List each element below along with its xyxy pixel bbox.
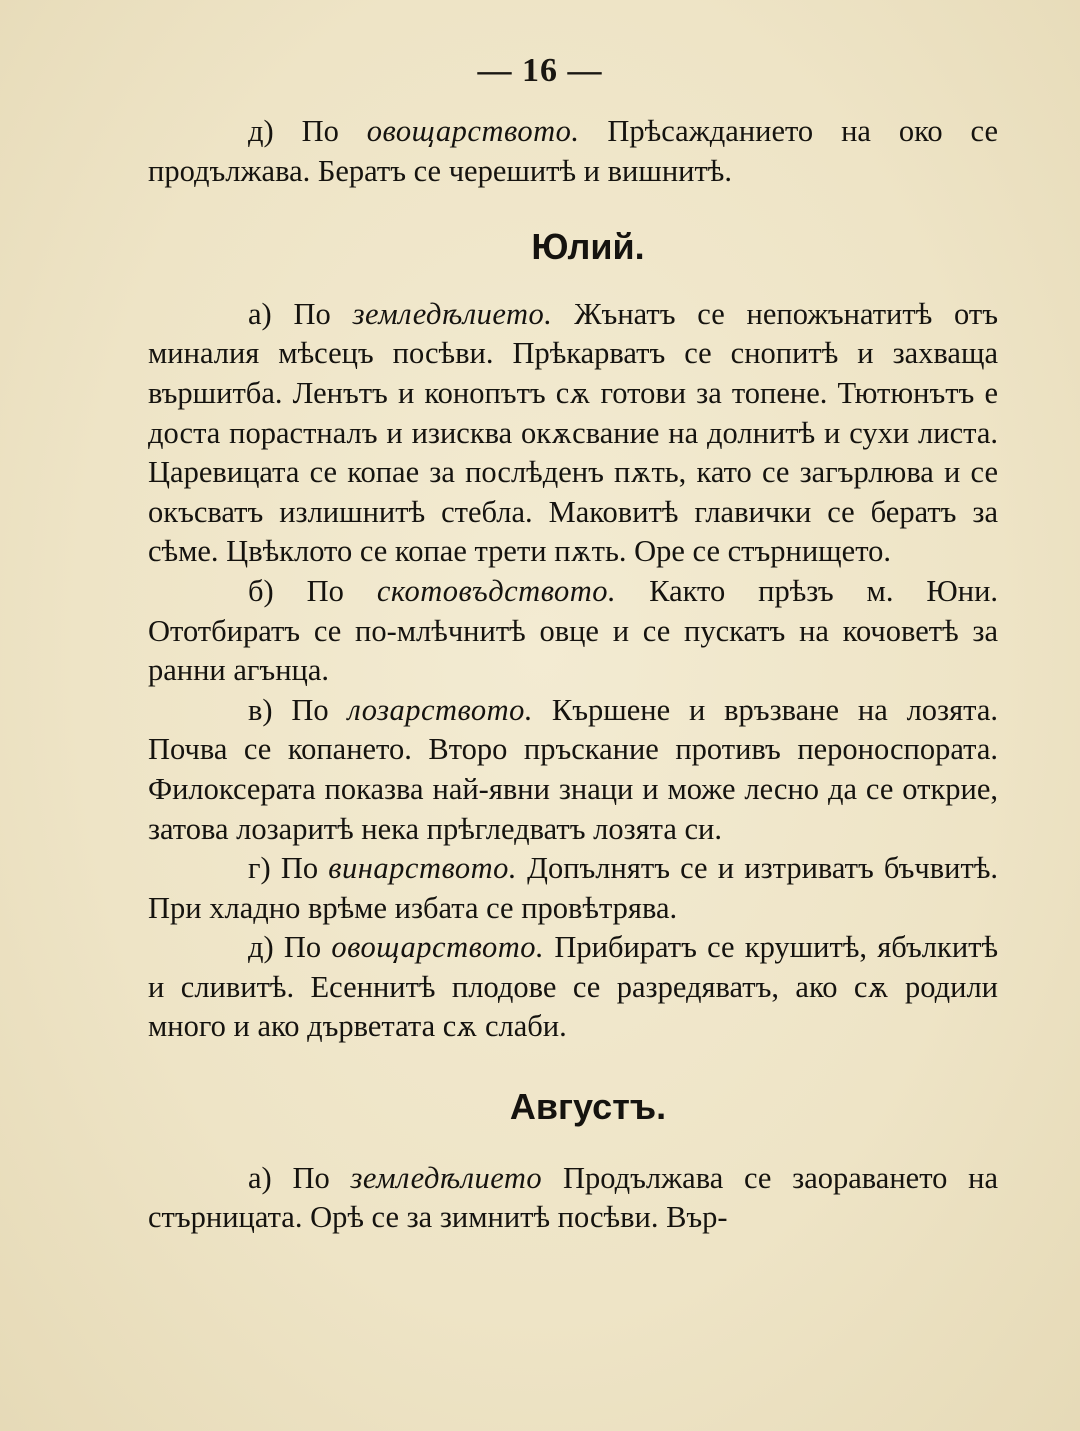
paragraph-text: Както прѣзъ м. Юни. Ототбиратъ се по-млѣчнитѣ овце и се пускатъ на кочоветѣ за ранни агънца. — [148, 573, 999, 688]
paragraph-subject: скотовъдството. — [376, 573, 617, 608]
paragraph-label: в) По — [248, 692, 329, 727]
paragraph-august-a — [148, 1159, 998, 1238]
paragraph-subject: овощарството. — [331, 930, 545, 965]
paragraph-text: Продължава се заораването на стърницата. Орѣ се за зимнитѣ посѣви. Вър- — [148, 1160, 998, 1235]
page-number: — 16 — — [477, 52, 603, 89]
paragraph-label: а) По — [248, 1160, 330, 1195]
paragraph-text: Допълнятъ се и изтриватъ бъчвитѣ. При хладно врѣме избата се провѣтрява. — [148, 851, 999, 925]
paragraph-subject: лозарството. — [347, 692, 534, 727]
page-body — [148, 112, 998, 1238]
paragraph-subject: земледѣлието. — [352, 296, 553, 331]
section-heading-august: Августъ. — [509, 1086, 667, 1128]
paragraph-subject: земледѣлието — [350, 1160, 543, 1195]
paragraph-label: а) По — [248, 296, 331, 331]
paragraph-july-b — [148, 572, 998, 691]
paragraph-intro — [148, 112, 998, 191]
paragraph-subject: винарството. — [328, 851, 517, 886]
paragraph-text: Прѣсажданието на око се продължава. Бератъ се черешитѣ и вишнитѣ. — [148, 114, 999, 188]
section-heading-july: Юлий. — [531, 226, 645, 268]
paragraph-text: Кършене и връзване на лозята. Почва се копането. Второ пръскание противъ пероноспората. Филоксерата показва най-явни знаци и може лесно да се открие, затова лозаритѣ нека прѣгледватъ лозята си. — [148, 692, 998, 846]
paragraph-text: Прибиратъ се крушитѣ, ябълкитѣ и сливитѣ. Есеннитѣ плодове се разредяватъ, ако сѫ родили много и ако дърветата сѫ слаби. — [148, 930, 999, 1044]
paragraph-text: Жънатъ се непожънатитѣ отъ миналия мѣсецъ посѣви. Прѣкарватъ се снопитѣ и захваща вършитба. Ленътъ и конопътъ сѫ готови за топене. Тютюнътъ е доста порастналъ и изисква окѫсвание на долнитѣ и сухи листа. Царевицата се копае за послѣденъ пѫть, като се загърлюва и се окъсватъ излишнитѣ стебла. Маковитѣ главички се бератъ за сѣме. Цвѣклото се копае трети пѫть. Оре се стърнището. — [148, 296, 998, 569]
paragraph-label: д) По — [248, 114, 339, 148]
paragraph-july-a — [148, 295, 998, 572]
paragraph-july-d — [148, 928, 998, 1047]
paragraph-july-v — [148, 691, 998, 849]
paragraph-july-g — [148, 849, 998, 928]
paragraph-label: б) По — [248, 573, 344, 608]
paragraph-label: г) По — [248, 851, 319, 886]
paragraph-label: д) По — [248, 930, 322, 965]
paragraph-subject: овощарството. — [366, 114, 580, 148]
